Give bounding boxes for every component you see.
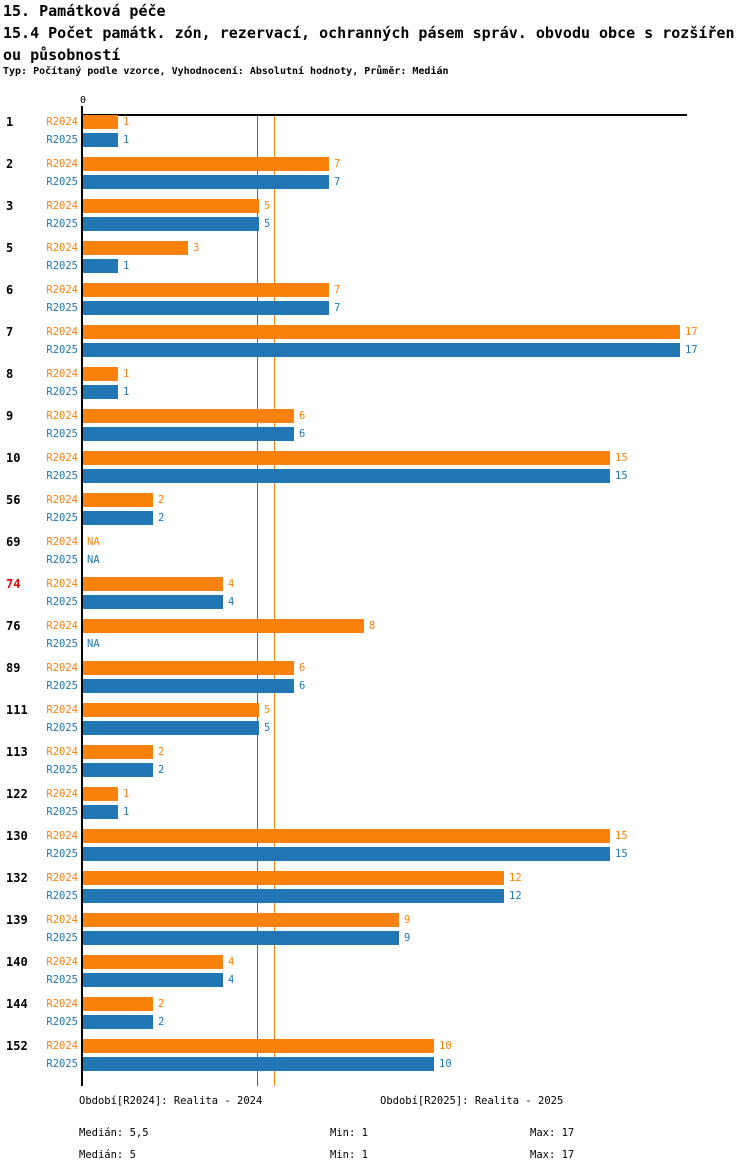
- category-label: 2: [6, 157, 14, 171]
- value-label-r2025: 4: [228, 596, 235, 608]
- category-label: 8: [6, 367, 14, 381]
- x-axis-zero-tick-label: 0: [79, 95, 87, 106]
- stat-max-r2024: Max: 17: [530, 1127, 575, 1139]
- category-label: 89: [6, 661, 21, 675]
- series-label-r2025: R2025: [46, 680, 78, 692]
- series-label-r2025: R2025: [46, 1016, 78, 1028]
- value-label-r2024: 6: [299, 410, 306, 422]
- page-title: 15. Památková péče: [3, 2, 166, 20]
- series-label-r2024: R2024: [46, 326, 78, 338]
- bar-r2025: [83, 889, 504, 903]
- value-label-r2025: 4: [228, 974, 235, 986]
- series-label-r2024: R2024: [46, 242, 78, 254]
- bar-r2025: [83, 259, 118, 273]
- na-label-r2025: NA: [87, 554, 100, 566]
- bar-r2024: [83, 871, 504, 885]
- series-label-r2024: R2024: [46, 494, 78, 506]
- bar-r2025: [83, 511, 153, 525]
- category-label: 5: [6, 241, 14, 255]
- series-label-r2024: R2024: [46, 746, 78, 758]
- series-label-r2024: R2024: [46, 578, 78, 590]
- bar-r2025: [83, 595, 223, 609]
- category-label: 113: [6, 745, 28, 759]
- value-label-r2024: 4: [228, 956, 235, 968]
- value-label-r2025: 1: [123, 806, 130, 818]
- series-label-r2024: R2024: [46, 116, 78, 128]
- value-label-r2024: 7: [334, 284, 341, 296]
- category-label: 152: [6, 1039, 28, 1053]
- value-label-r2024: 3: [193, 242, 200, 254]
- series-label-r2025: R2025: [46, 470, 78, 482]
- bar-r2024: [83, 661, 294, 675]
- series-label-r2025: R2025: [46, 722, 78, 734]
- value-label-r2024: 2: [158, 494, 165, 506]
- stat-median-r2025: Medián: 5: [79, 1149, 136, 1161]
- series-label-r2024: R2024: [46, 158, 78, 170]
- series-label-r2024: R2024: [46, 872, 78, 884]
- series-label-r2024: R2024: [46, 452, 78, 464]
- bar-r2025: [83, 175, 329, 189]
- bar-r2025: [83, 427, 294, 441]
- series-label-r2024: R2024: [46, 830, 78, 842]
- bar-r2025: [83, 217, 259, 231]
- indicator-subtitle-line1: 15.4 Počet památk. zón, rezervací, ochranných pásem správ. obvodu obce s rozšířen: [3, 24, 735, 42]
- bar-r2025: [83, 721, 259, 735]
- category-label: 3: [6, 199, 14, 213]
- category-label: 9: [6, 409, 14, 423]
- chart-meta-line: Typ: Počítaný podle vzorce, Vyhodnocení: Absolutní hodnoty, Průměr: Medián: [3, 66, 449, 77]
- series-label-r2024: R2024: [46, 788, 78, 800]
- value-label-r2025: 15: [615, 848, 628, 860]
- bar-r2024: [83, 451, 610, 465]
- value-label-r2025: 2: [158, 512, 165, 524]
- series-label-r2024: R2024: [46, 1040, 78, 1052]
- series-label-r2024: R2024: [46, 620, 78, 632]
- legend-r2025: Období[R2025]: Realita - 2025: [380, 1095, 564, 1107]
- value-label-r2025: 6: [299, 428, 306, 440]
- series-label-r2025: R2025: [46, 974, 78, 986]
- value-label-r2025: 1: [123, 134, 130, 146]
- series-label-r2024: R2024: [46, 914, 78, 926]
- legend-r2024: Období[R2024]: Realita - 2024: [79, 1095, 263, 1107]
- series-label-r2025: R2025: [46, 890, 78, 902]
- value-label-r2024: 1: [123, 116, 130, 128]
- bar-r2025: [83, 763, 153, 777]
- bar-r2025: [83, 301, 329, 315]
- bar-r2025: [83, 1057, 434, 1071]
- value-label-r2025: 5: [264, 722, 271, 734]
- value-label-r2025: 1: [123, 386, 130, 398]
- category-label: 130: [6, 829, 28, 843]
- bar-r2024: [83, 829, 610, 843]
- value-label-r2024: 6: [299, 662, 306, 674]
- bar-r2024: [83, 325, 680, 339]
- series-label-r2025: R2025: [46, 596, 78, 608]
- series-label-r2025: R2025: [46, 176, 78, 188]
- value-label-r2025: 2: [158, 1016, 165, 1028]
- value-label-r2025: 7: [334, 176, 341, 188]
- value-label-r2025: 10: [439, 1058, 452, 1070]
- bar-r2025: [83, 133, 118, 147]
- value-label-r2024: 1: [123, 788, 130, 800]
- series-label-r2025: R2025: [46, 386, 78, 398]
- bar-r2024: [83, 409, 294, 423]
- bar-r2025: [83, 931, 399, 945]
- category-label: 111: [6, 703, 28, 717]
- value-label-r2024: 7: [334, 158, 341, 170]
- series-label-r2024: R2024: [46, 956, 78, 968]
- series-label-r2025: R2025: [46, 218, 78, 230]
- category-label: 140: [6, 955, 28, 969]
- bar-r2025: [83, 805, 118, 819]
- value-label-r2024: 15: [615, 830, 628, 842]
- value-label-r2025: 2: [158, 764, 165, 776]
- value-label-r2025: 12: [509, 890, 522, 902]
- value-label-r2025: 5: [264, 218, 271, 230]
- bar-r2024: [83, 913, 399, 927]
- bar-r2025: [83, 1015, 153, 1029]
- bar-r2024: [83, 157, 329, 171]
- series-label-r2024: R2024: [46, 536, 78, 548]
- bar-r2024: [83, 115, 118, 129]
- category-label: 69: [6, 535, 21, 549]
- series-label-r2025: R2025: [46, 848, 78, 860]
- series-label-r2024: R2024: [46, 704, 78, 716]
- bar-r2024: [83, 493, 153, 507]
- series-label-r2024: R2024: [46, 662, 78, 674]
- value-label-r2025: 7: [334, 302, 341, 314]
- stat-max-r2025: Max: 17: [530, 1149, 575, 1161]
- bar-r2024: [83, 619, 364, 633]
- stat-min-r2025: Min: 1: [330, 1149, 368, 1161]
- value-label-r2024: 2: [158, 746, 165, 758]
- category-label: 144: [6, 997, 28, 1011]
- series-label-r2025: R2025: [46, 554, 78, 566]
- value-label-r2024: 1: [123, 368, 130, 380]
- series-label-r2024: R2024: [46, 410, 78, 422]
- indicator-subtitle-line2: ou působností: [3, 46, 121, 64]
- value-label-r2024: 15: [615, 452, 628, 464]
- series-label-r2025: R2025: [46, 302, 78, 314]
- bar-r2024: [83, 997, 153, 1011]
- value-label-r2024: 8: [369, 620, 376, 632]
- category-label: 74: [6, 577, 21, 591]
- series-label-r2025: R2025: [46, 428, 78, 440]
- value-label-r2024: 17: [685, 326, 698, 338]
- bar-r2024: [83, 787, 118, 801]
- bar-r2024: [83, 283, 329, 297]
- value-label-r2024: 4: [228, 578, 235, 590]
- value-label-r2024: 5: [264, 704, 271, 716]
- bar-r2024: [83, 745, 153, 759]
- series-label-r2025: R2025: [46, 512, 78, 524]
- category-label: 56: [6, 493, 21, 507]
- category-label: 122: [6, 787, 28, 801]
- bar-r2024: [83, 367, 118, 381]
- bar-r2024: [83, 199, 259, 213]
- value-label-r2025: 1: [123, 260, 130, 272]
- x-axis-line: [82, 114, 687, 116]
- bar-r2024: [83, 577, 223, 591]
- value-label-r2024: 12: [509, 872, 522, 884]
- bar-r2025: [83, 679, 294, 693]
- category-label: 1: [6, 115, 14, 129]
- value-label-r2024: 10: [439, 1040, 452, 1052]
- category-label: 76: [6, 619, 21, 633]
- stat-min-r2024: Min: 1: [330, 1127, 368, 1139]
- bar-r2025: [83, 469, 610, 483]
- series-label-r2024: R2024: [46, 284, 78, 296]
- series-label-r2025: R2025: [46, 932, 78, 944]
- series-label-r2025: R2025: [46, 260, 78, 272]
- value-label-r2024: 9: [404, 914, 411, 926]
- stat-median-r2024: Medián: 5,5: [79, 1127, 149, 1139]
- category-label: 132: [6, 871, 28, 885]
- series-label-r2024: R2024: [46, 368, 78, 380]
- bar-r2025: [83, 343, 680, 357]
- value-label-r2025: 17: [685, 344, 698, 356]
- series-label-r2024: R2024: [46, 200, 78, 212]
- value-label-r2025: 15: [615, 470, 628, 482]
- bar-r2024: [83, 955, 223, 969]
- category-label: 6: [6, 283, 14, 297]
- na-label-r2024: NA: [87, 536, 100, 548]
- bar-r2025: [83, 385, 118, 399]
- bar-r2025: [83, 847, 610, 861]
- series-label-r2025: R2025: [46, 344, 78, 356]
- category-label: 7: [6, 325, 14, 339]
- series-label-r2024: R2024: [46, 998, 78, 1010]
- bar-r2025: [83, 973, 223, 987]
- value-label-r2024: 5: [264, 200, 271, 212]
- bar-r2024: [83, 703, 259, 717]
- series-label-r2025: R2025: [46, 134, 78, 146]
- series-label-r2025: R2025: [46, 638, 78, 650]
- category-label: 139: [6, 913, 28, 927]
- series-label-r2025: R2025: [46, 764, 78, 776]
- series-label-r2025: R2025: [46, 806, 78, 818]
- bar-r2024: [83, 241, 188, 255]
- series-label-r2025: R2025: [46, 1058, 78, 1070]
- value-label-r2025: 6: [299, 680, 306, 692]
- value-label-r2024: 2: [158, 998, 165, 1010]
- bar-r2024: [83, 1039, 434, 1053]
- value-label-r2025: 9: [404, 932, 411, 944]
- na-label-r2025: NA: [87, 638, 100, 650]
- category-label: 10: [6, 451, 21, 465]
